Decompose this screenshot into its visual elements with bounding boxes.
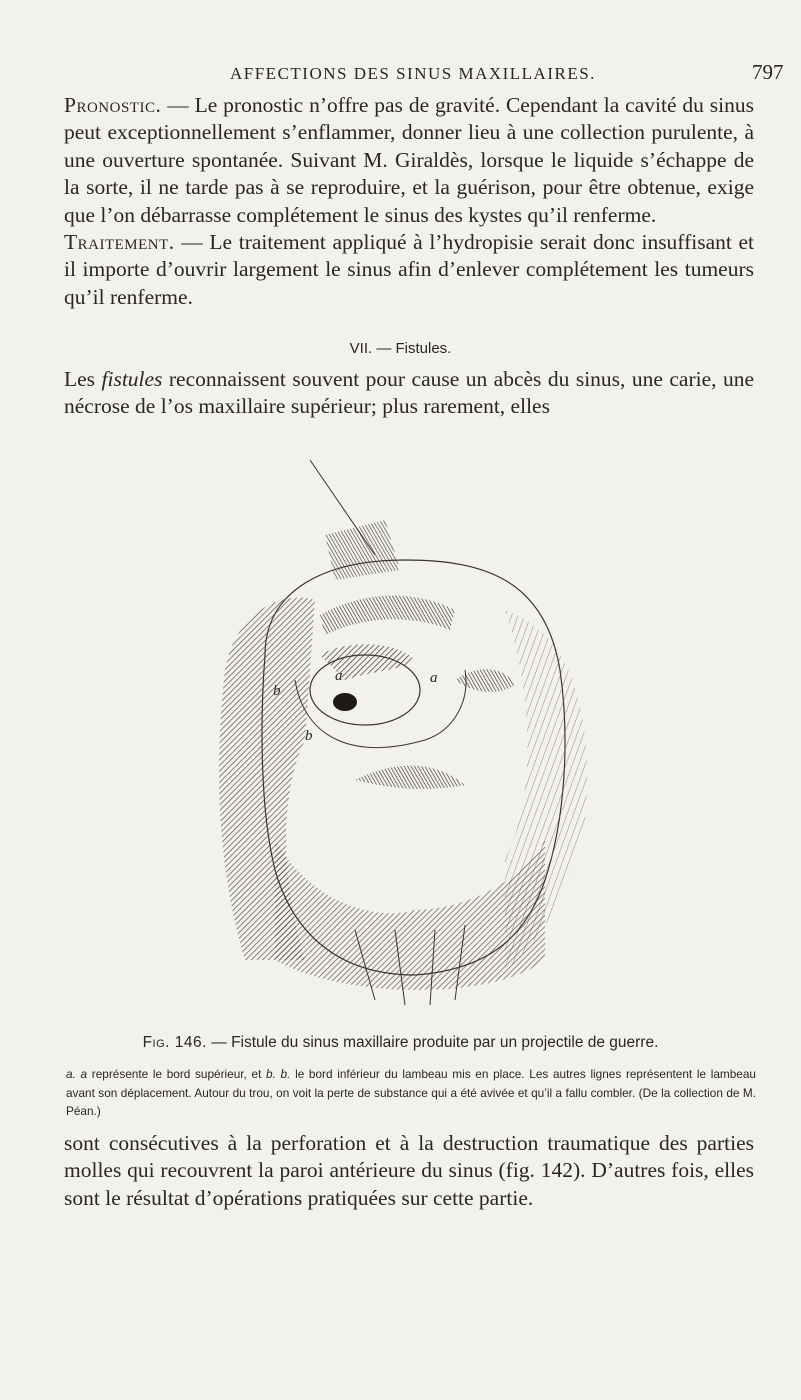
label-b-lower: b bbox=[305, 728, 313, 744]
fistules-after: reconnaissent souvent pour cause un abcès du sinus, une carie, une nécrose de l’os maxillaire supérieur; plus rarement, elles bbox=[64, 367, 754, 419]
running-head: AFFECTIONS DES SINUS MAXILLAIRES. bbox=[230, 64, 596, 83]
legend-b: b. b. bbox=[266, 1067, 291, 1081]
figure-caption bbox=[0, 1034, 801, 1052]
pronostic-paragraph bbox=[64, 92, 754, 311]
legend-mid: représente le bord supérieur, et bbox=[87, 1067, 267, 1081]
fistules-paragraph bbox=[64, 366, 754, 421]
traitement-label: Traitement. bbox=[64, 230, 175, 255]
caption-label: Fig. 146. bbox=[142, 1034, 207, 1051]
right-eye bbox=[455, 669, 515, 692]
brow-shading bbox=[320, 596, 455, 635]
legend-a: a. a bbox=[66, 1067, 88, 1081]
mustache bbox=[355, 766, 465, 789]
nose-tip-shading bbox=[325, 520, 400, 580]
traitement-text: — Le traitement appliqué à l’hydropisie serait donc insuffisant et il importe d’ouvrir largement le sinus afin d’enlever complétement les tumeurs qu’il renferme. bbox=[64, 230, 754, 309]
beard-shading bbox=[275, 840, 545, 990]
section-title: VII. — Fistules. bbox=[349, 340, 452, 357]
pronostic-label: Pronostic. bbox=[64, 93, 162, 117]
figure-legend bbox=[66, 1065, 756, 1121]
flap-outline bbox=[295, 670, 466, 748]
fistules-emphasis: fistules bbox=[101, 367, 163, 391]
label-b-left: b bbox=[273, 683, 281, 699]
face-engraving bbox=[205, 440, 625, 1010]
legend-rest: le bord inférieur du lambeau mis en place. Les autres lignes représentent le lambeau avant son déplacement. Autour du trou, on voit la perte de substance qui a été avivée et qu’il a fallu combler. (De la collection de M. Péan.) bbox=[66, 1067, 756, 1118]
engraving-figure bbox=[205, 440, 625, 1010]
label-a-right: a bbox=[430, 670, 438, 686]
label-a-left: a bbox=[335, 668, 343, 684]
fistules-before: Les bbox=[64, 367, 102, 391]
caption-text: — Fistule du sinus maxillaire produite par un projectile de guerre. bbox=[206, 1034, 659, 1051]
page-number: 797 bbox=[752, 60, 784, 84]
pronostic-text: — Le pronostic n’offre pas de gravité. Cependant la cavité du sinus peut exceptionnellement s’enflammer, donner lieu à une collection purulente, à une ouverture spontanée. Suivant M. Giraldès, lorsque le liquide s’échappe de la sorte, il ne tarde pas à se reproduire, et la guérison, pour être obtenue, exige que l’on débarrasse complétement le sinus des kystes qu’il renferme. bbox=[64, 93, 754, 227]
page-header bbox=[0, 60, 801, 90]
continuation-paragraph: sont consécutives à la perforation et à la destruction traumatique des parties molles qui recouvrent la paroi antérieure du sinus (fig. 142). D’autres fois, elles sont le résultat d’opérations pratiquées sur cette partie. bbox=[64, 1131, 754, 1210]
fistula-hole bbox=[333, 693, 357, 711]
